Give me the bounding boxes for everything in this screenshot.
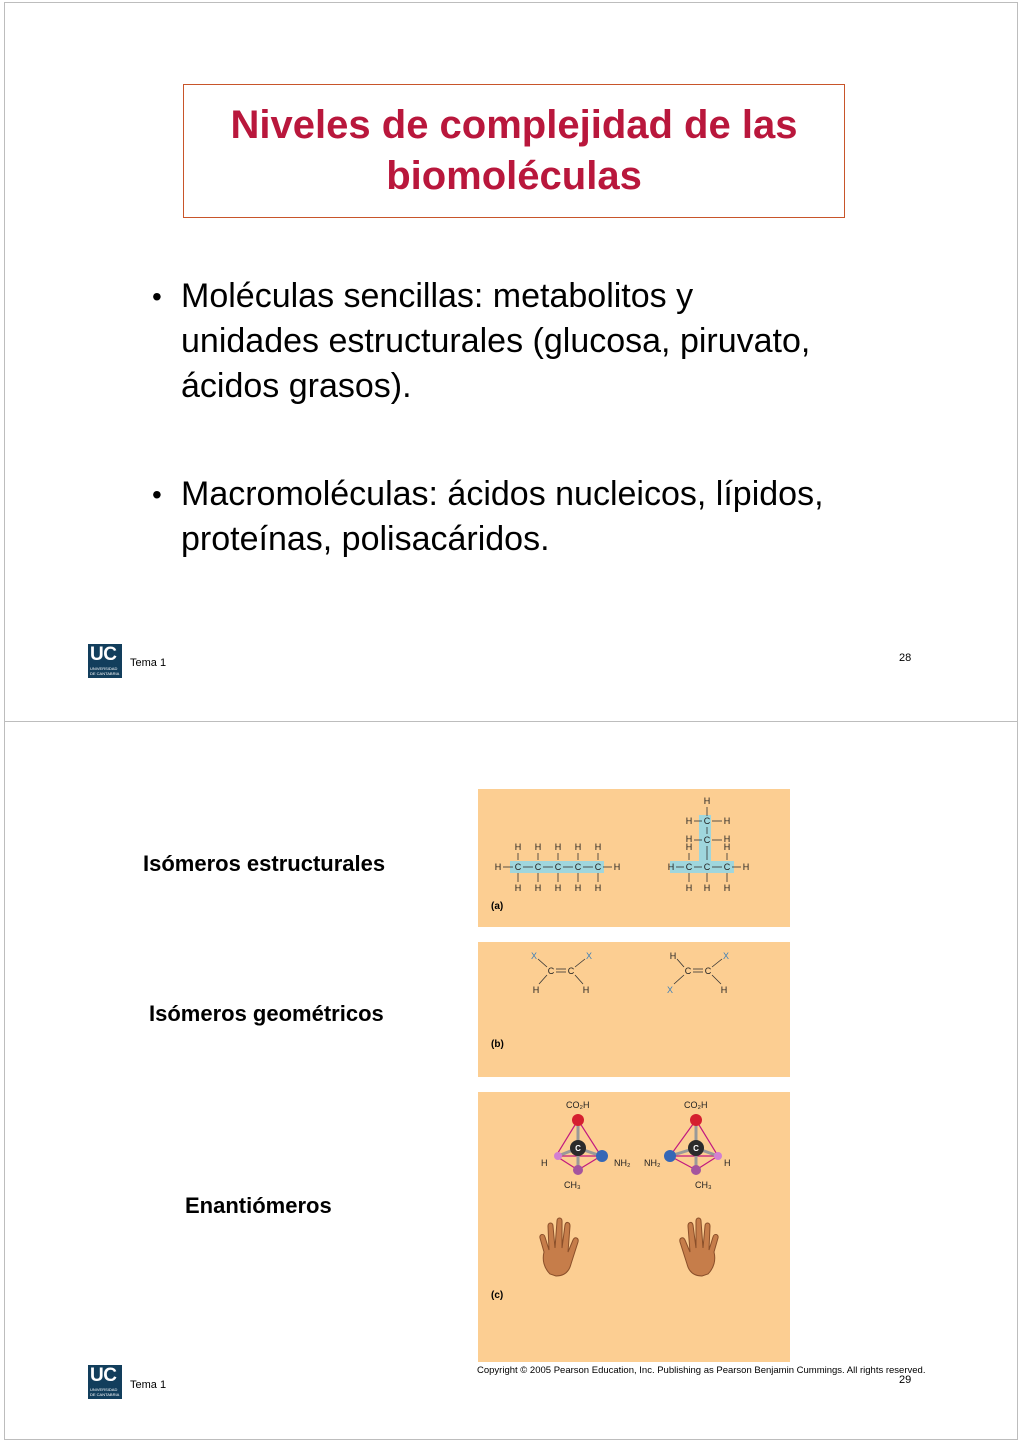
geometric-isomers-figure [478,942,790,1077]
panel-enantiomers [478,1092,790,1362]
label-structural-isomers: Isómeros estructurales [143,851,386,876]
enantiomer-left [541,1100,631,1190]
atom-h: H [685,834,693,844]
uc-logo [88,644,122,678]
panel-geometric-isomers [478,942,790,1077]
atom-x: X [585,951,593,961]
panel-letter-c: (c) [491,1290,504,1301]
atom-h: H [685,816,693,826]
atom-h: H [703,796,711,806]
atom-c: C [704,966,712,976]
atom-h: H [594,842,602,852]
atom-h: H [724,1158,731,1168]
panel-letter-b: (b) [491,1039,504,1050]
atom-h: H [514,883,522,893]
label-nh2: NH₂ [614,1158,631,1168]
atom-c: C [685,862,693,872]
atom-c: C [723,862,731,872]
slide-title-line2: biomoléculas [386,154,642,198]
atom-c: C [567,966,575,976]
slide-29 [4,722,1018,1440]
atom-h: H [667,862,675,872]
page-number: 28 [899,652,912,664]
atom-h: H [723,834,731,844]
carbon-label: C [693,1144,699,1153]
enantiomer-right [644,1100,731,1190]
hydrogen-atom [714,1152,722,1160]
right-hand-icon [680,1218,718,1276]
atom-c: C [703,816,711,826]
label-geometric-isomers: Isómeros geométricos [149,1001,384,1026]
atom-h: H [594,883,602,893]
carbon-label: C [575,1144,581,1153]
atom-h: H [685,842,693,852]
atom-h: H [723,816,731,826]
uc-logo-text: UC [90,644,117,665]
page-number: 29 [899,1374,912,1386]
atom-h: H [720,985,728,995]
copyright-notice: Copyright © 2005 Pearson Education, Inc. Publishing as Pearson Benjamin Cummings. All rights reserved. [477,1365,926,1376]
atom-h: H [574,883,582,893]
geometric-bonds [538,959,722,984]
atom-c: C [514,862,522,872]
atom-c: C [547,966,555,976]
atom-h: H [723,842,731,852]
uc-logo [88,1365,122,1399]
slide-title [231,100,798,202]
bullet-dot: • [152,281,162,312]
footer-label: Tema 1 [130,1379,167,1391]
bullet-text: Macromoléculas: ácidos nucleicos, lípidos, proteínas, polisacáridos. [181,475,824,558]
panel-structural-isomers [478,789,790,927]
label-enantiomers: Enantiómeros [185,1193,332,1218]
uc-logo-subtext: UNIVERSIDAD DE CANTABRIA [90,666,120,676]
atom-h: H [742,862,750,872]
atom-x: X [530,951,538,961]
hydrogen-atom [554,1152,562,1160]
atom-c: C [534,862,542,872]
label-nh2: NH₂ [644,1158,661,1168]
atom-c: C [594,862,602,872]
oxygen-atom [690,1114,702,1126]
slide-28 [4,2,1018,721]
atom-h: H [554,883,562,893]
enantiomers-figure [478,1092,790,1362]
structural-isomers-figure [478,789,790,927]
nitrogen-atom [596,1150,608,1162]
atom-h: H [582,985,590,995]
atom-h: H [534,842,542,852]
methyl-atom [691,1165,701,1175]
atom-h: H [613,862,621,872]
footer-label: Tema 1 [130,657,167,669]
uc-logo-text: UC [90,1365,117,1386]
left-hand-icon [540,1218,578,1276]
bullet-dot: • [152,479,162,510]
atom-h: H [669,951,677,961]
atom-h: H [541,1158,548,1168]
atom-c: C [684,966,692,976]
nitrogen-atom [664,1150,676,1162]
panel-letter-a: (a) [491,901,504,912]
oxygen-atom [572,1114,584,1126]
label-ch3: CH₃ [695,1180,712,1190]
atom-h: H [532,985,540,995]
atom-h: H [514,842,522,852]
atom-c: C [703,835,711,845]
bullet-list [150,274,830,625]
slide-title-box [183,84,845,218]
bullet-item [150,472,830,562]
atom-c: C [554,862,562,872]
atom-c: C [703,862,711,872]
atom-h: H [685,883,693,893]
atom-h: H [554,842,562,852]
atom-h: H [703,883,711,893]
bullet-text: Moléculas sencillas: metabolitos y unidades estructurales (glucosa, piruvato, ácidos grasos). [181,277,811,405]
atom-h: H [574,842,582,852]
label-co2h: CO₂H [566,1100,590,1110]
atom-h: H [534,883,542,893]
atom-x: X [722,951,730,961]
atom-c: C [574,862,582,872]
uc-logo-subtext: UNIVERSIDAD DE CANTABRIA [90,1387,120,1397]
slide-title-line1: Niveles de complejidad de las [230,103,798,147]
atom-h: H [723,883,731,893]
label-ch3: CH₃ [564,1180,581,1190]
methyl-atom [573,1165,583,1175]
label-co2h: CO₂H [684,1100,708,1110]
atom-h: H [494,862,502,872]
bullet-item [150,274,830,409]
atom-x: X [666,985,674,995]
